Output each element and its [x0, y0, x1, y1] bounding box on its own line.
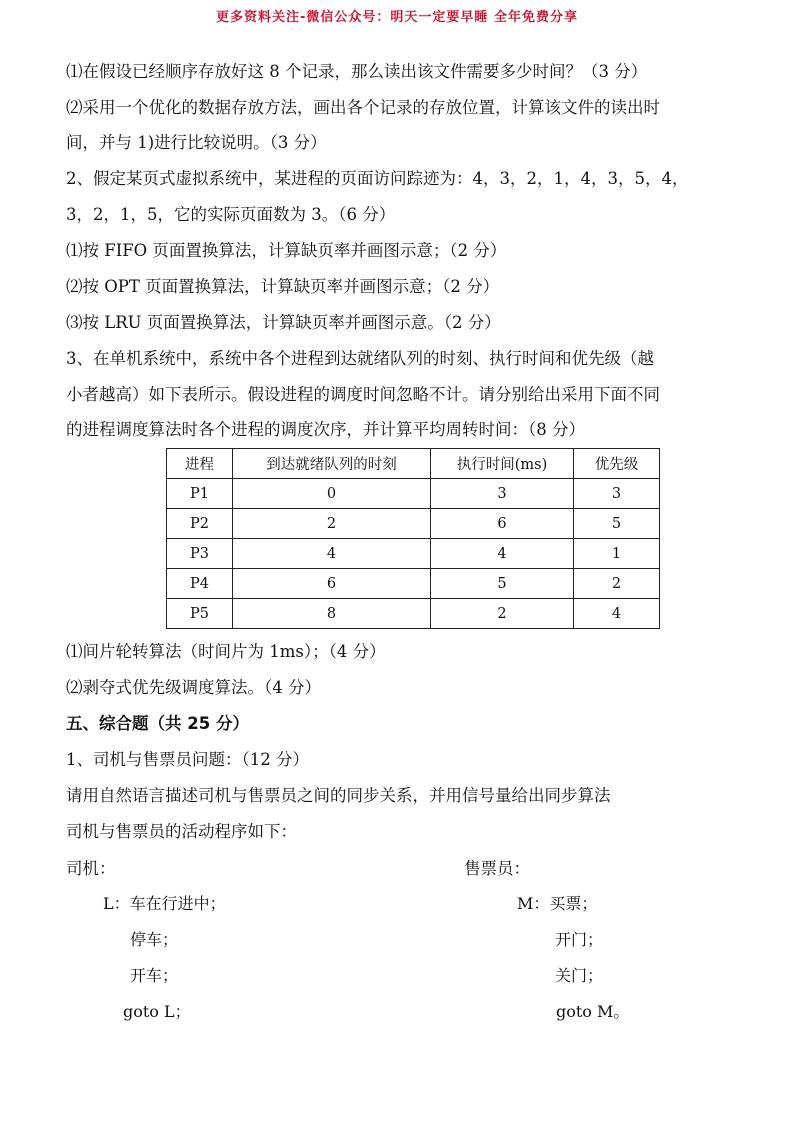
table-cell: P5 — [167, 599, 233, 629]
question-line: 小者越高）如下表所示。假设进程的调度时间忽略不计。请分别给出采用下面不同 — [66, 385, 660, 404]
question-line: ⑵按 OPT 页面置换算法，计算缺页率并画图示意；（2 分） — [66, 277, 500, 296]
driver-program-line: goto L； — [123, 1002, 191, 1021]
table-cell: 3 — [431, 479, 574, 509]
table-cell: 3 — [574, 479, 660, 509]
question-line: ⑵采用一个优化的数据存放方法，画出各个记录的存放位置，计算该文件的读出时 — [66, 98, 660, 117]
question-line: 3、在单机系统中，系统中各个进程到达就绪队列的时刻、执行时间和优先级（越 — [66, 349, 654, 368]
table-row — [167, 509, 660, 539]
table-cell: 6 — [233, 569, 431, 599]
conductor-program-line: 开门； — [555, 930, 604, 949]
question-line: 2、假定某页式虚拟系统中，某进程的页面访问踪迹为：4，3，2，1，4，3，5，4， — [66, 169, 689, 188]
question-line: ⑴间片轮转算法（时间片为 1ms）；（4 分） — [66, 642, 386, 661]
table-row — [167, 599, 660, 629]
column-header: 优先级 — [574, 449, 660, 479]
table-row — [167, 569, 660, 599]
table-cell: P2 — [167, 509, 233, 539]
table-cell: 5 — [574, 509, 660, 539]
conductor-title: 售票员： — [464, 859, 530, 878]
table-cell: 2 — [431, 599, 574, 629]
table-cell: 4 — [431, 539, 574, 569]
question-line: ⑴按 FIFO 页面置换算法，计算缺页率并画图示意；（2 分） — [66, 241, 507, 260]
table-cell: 8 — [233, 599, 431, 629]
promo-banner: 更多资料关注-微信公众号：明天一定要早睡 全年免费分享 — [216, 10, 578, 25]
question-line: ⑴在假设已经顺序存放好这 8 个记录，那么读出该文件需要多少时间？（3 分） — [66, 62, 648, 81]
table-cell: 4 — [233, 539, 431, 569]
column-header: 执行时间(ms) — [431, 449, 574, 479]
question-line: 3，2，1，5，它的实际页面数为 3。（6 分） — [66, 205, 396, 224]
column-header: 进程 — [167, 449, 233, 479]
question-line: 司机与售票员的活动程序如下： — [66, 822, 297, 841]
question-line: ⑵剥夺式优先级调度算法。（4 分） — [66, 678, 321, 697]
table-cell: P1 — [167, 479, 233, 509]
driver-program-line: 开车； — [130, 966, 179, 985]
conductor-program-line: goto M。 — [556, 1002, 630, 1021]
driver-program-line: L：车在行进中； — [103, 894, 226, 913]
column-header: 到达就绪队列的时刻 — [233, 449, 431, 479]
table-cell: P3 — [167, 539, 233, 569]
table-cell: 4 — [574, 599, 660, 629]
table-cell: 0 — [233, 479, 431, 509]
conductor-program-line: 关门； — [555, 966, 604, 985]
table-header-row — [167, 449, 660, 479]
table-row — [167, 479, 660, 509]
table-cell: 2 — [233, 509, 431, 539]
table-row — [167, 539, 660, 569]
table-cell: 6 — [431, 509, 574, 539]
table-cell: 5 — [431, 569, 574, 599]
question-line: 1、司机与售票员问题：（12 分） — [66, 750, 309, 769]
question-line: 的进程调度算法时各个进程的调度次序，并计算平均周转时间：（8 分） — [66, 420, 585, 439]
driver-program-line: 停车； — [130, 930, 179, 949]
table-cell: P4 — [167, 569, 233, 599]
conductor-program-line: M：买票； — [517, 894, 598, 913]
process-table — [166, 448, 660, 629]
table-cell: 1 — [574, 539, 660, 569]
driver-title: 司机： — [66, 859, 116, 878]
question-line: 请用自然语言描述司机与售票员之间的同步关系，并用信号量给出同步算法 — [66, 786, 611, 805]
question-line: 间，并与 1)进行比较说明。（3 分） — [66, 133, 327, 152]
question-line: ⑶按 LRU 页面置换算法，计算缺页率并画图示意。（2 分） — [66, 313, 501, 332]
section-title: 五、综合题（共 25 分） — [66, 714, 249, 733]
table-cell: 2 — [574, 569, 660, 599]
